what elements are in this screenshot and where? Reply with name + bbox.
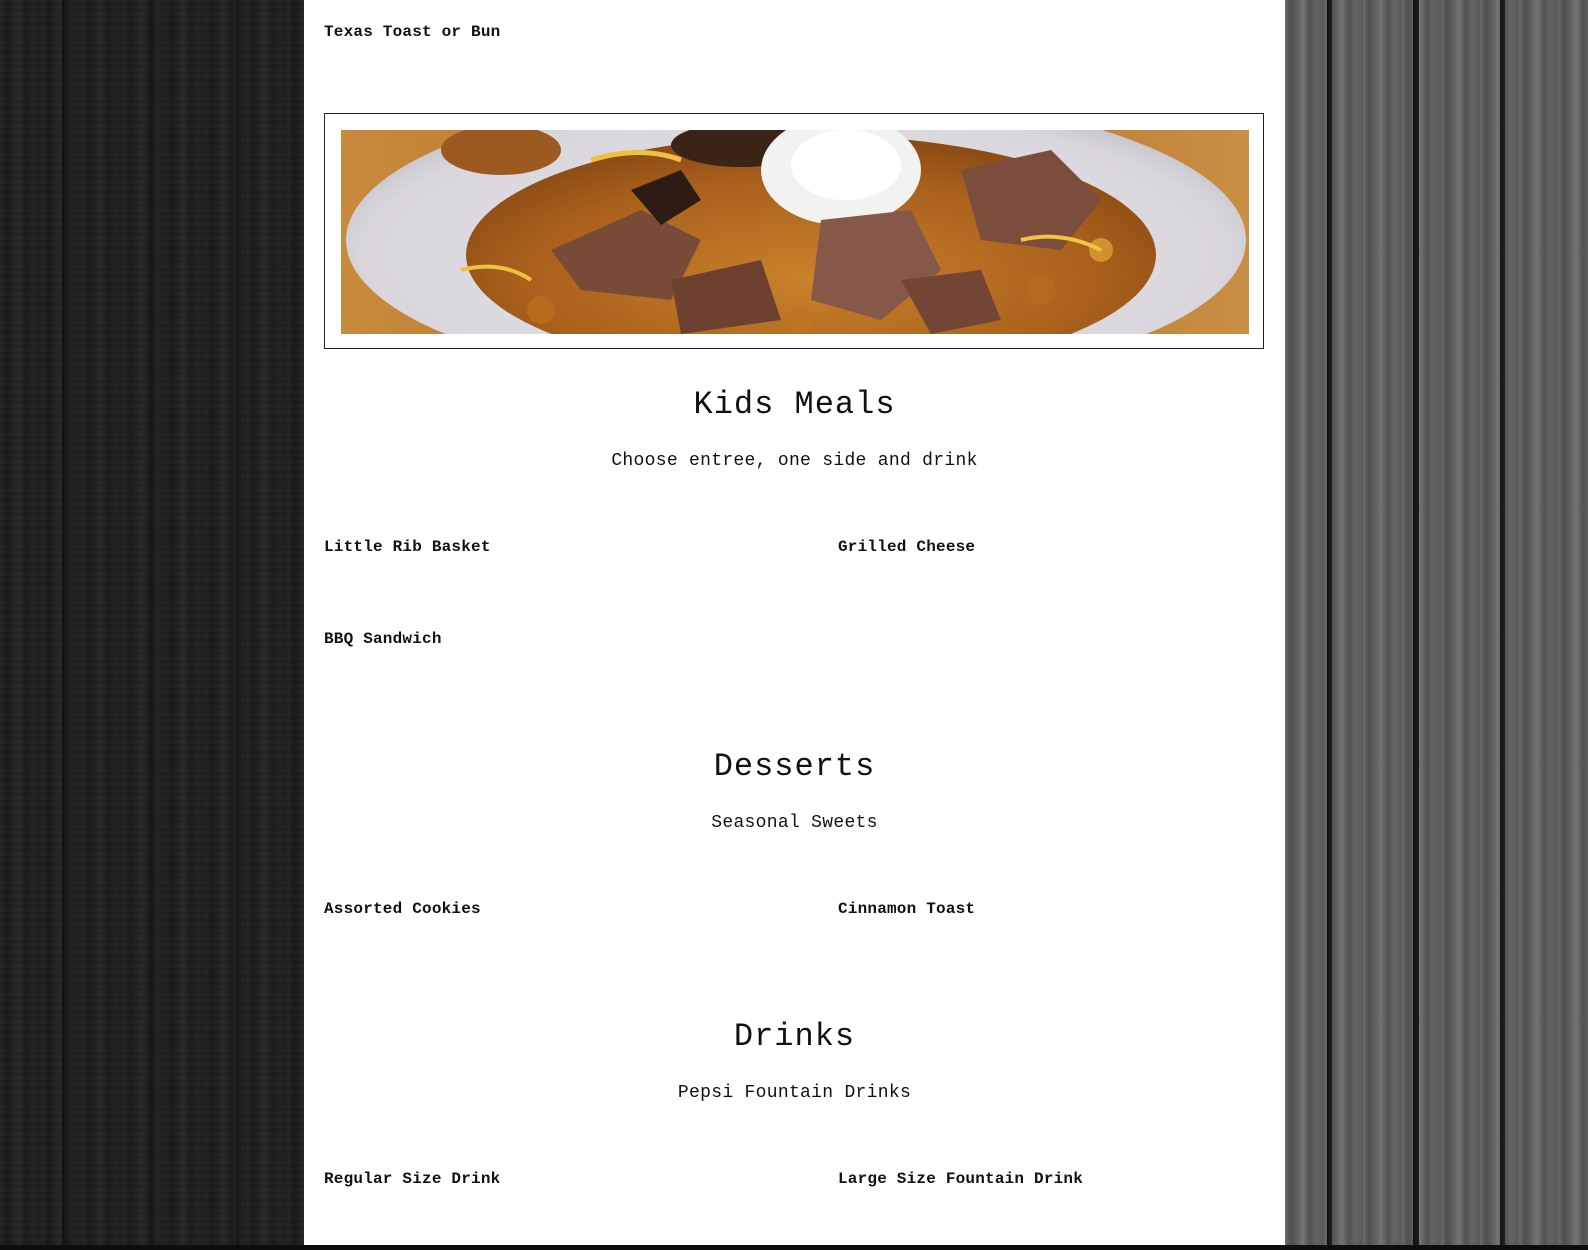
menu-item-texas-toast: Texas Toast or Bun <box>324 23 501 41</box>
menu-panel <box>304 0 1285 1245</box>
bbq-plate-image <box>341 130 1249 334</box>
menu-item-little-rib-basket: Little Rib Basket <box>324 538 491 556</box>
section-subtitle-drinks: Pepsi Fountain Drinks <box>677 1083 912 1103</box>
menu-item-bbq-sandwich: BBQ Sandwich <box>324 630 442 648</box>
section-title-desserts: Desserts <box>713 748 876 785</box>
menu-item-regular-size-drink: Regular Size Drink <box>324 1170 501 1188</box>
menu-item-cinnamon-toast: Cinnamon Toast <box>838 900 976 918</box>
section-subtitle-desserts: Seasonal Sweets <box>711 813 878 833</box>
bbq-plate-photo <box>341 130 1249 334</box>
menu-item-assorted-cookies: Assorted Cookies <box>324 900 481 918</box>
bottom-edge <box>0 1245 1588 1250</box>
section-title-drinks: Drinks <box>733 1018 856 1055</box>
section-subtitle-kids-meals: Choose entree, one side and drink <box>611 451 978 471</box>
section-title-kids-meals: Kids Meals <box>693 386 896 423</box>
wood-background-right <box>1285 0 1588 1245</box>
menu-item-large-size-fountain-drink: Large Size Fountain Drink <box>838 1170 1084 1188</box>
photo-frame <box>324 113 1264 349</box>
menu-item-grilled-cheese: Grilled Cheese <box>838 538 976 556</box>
